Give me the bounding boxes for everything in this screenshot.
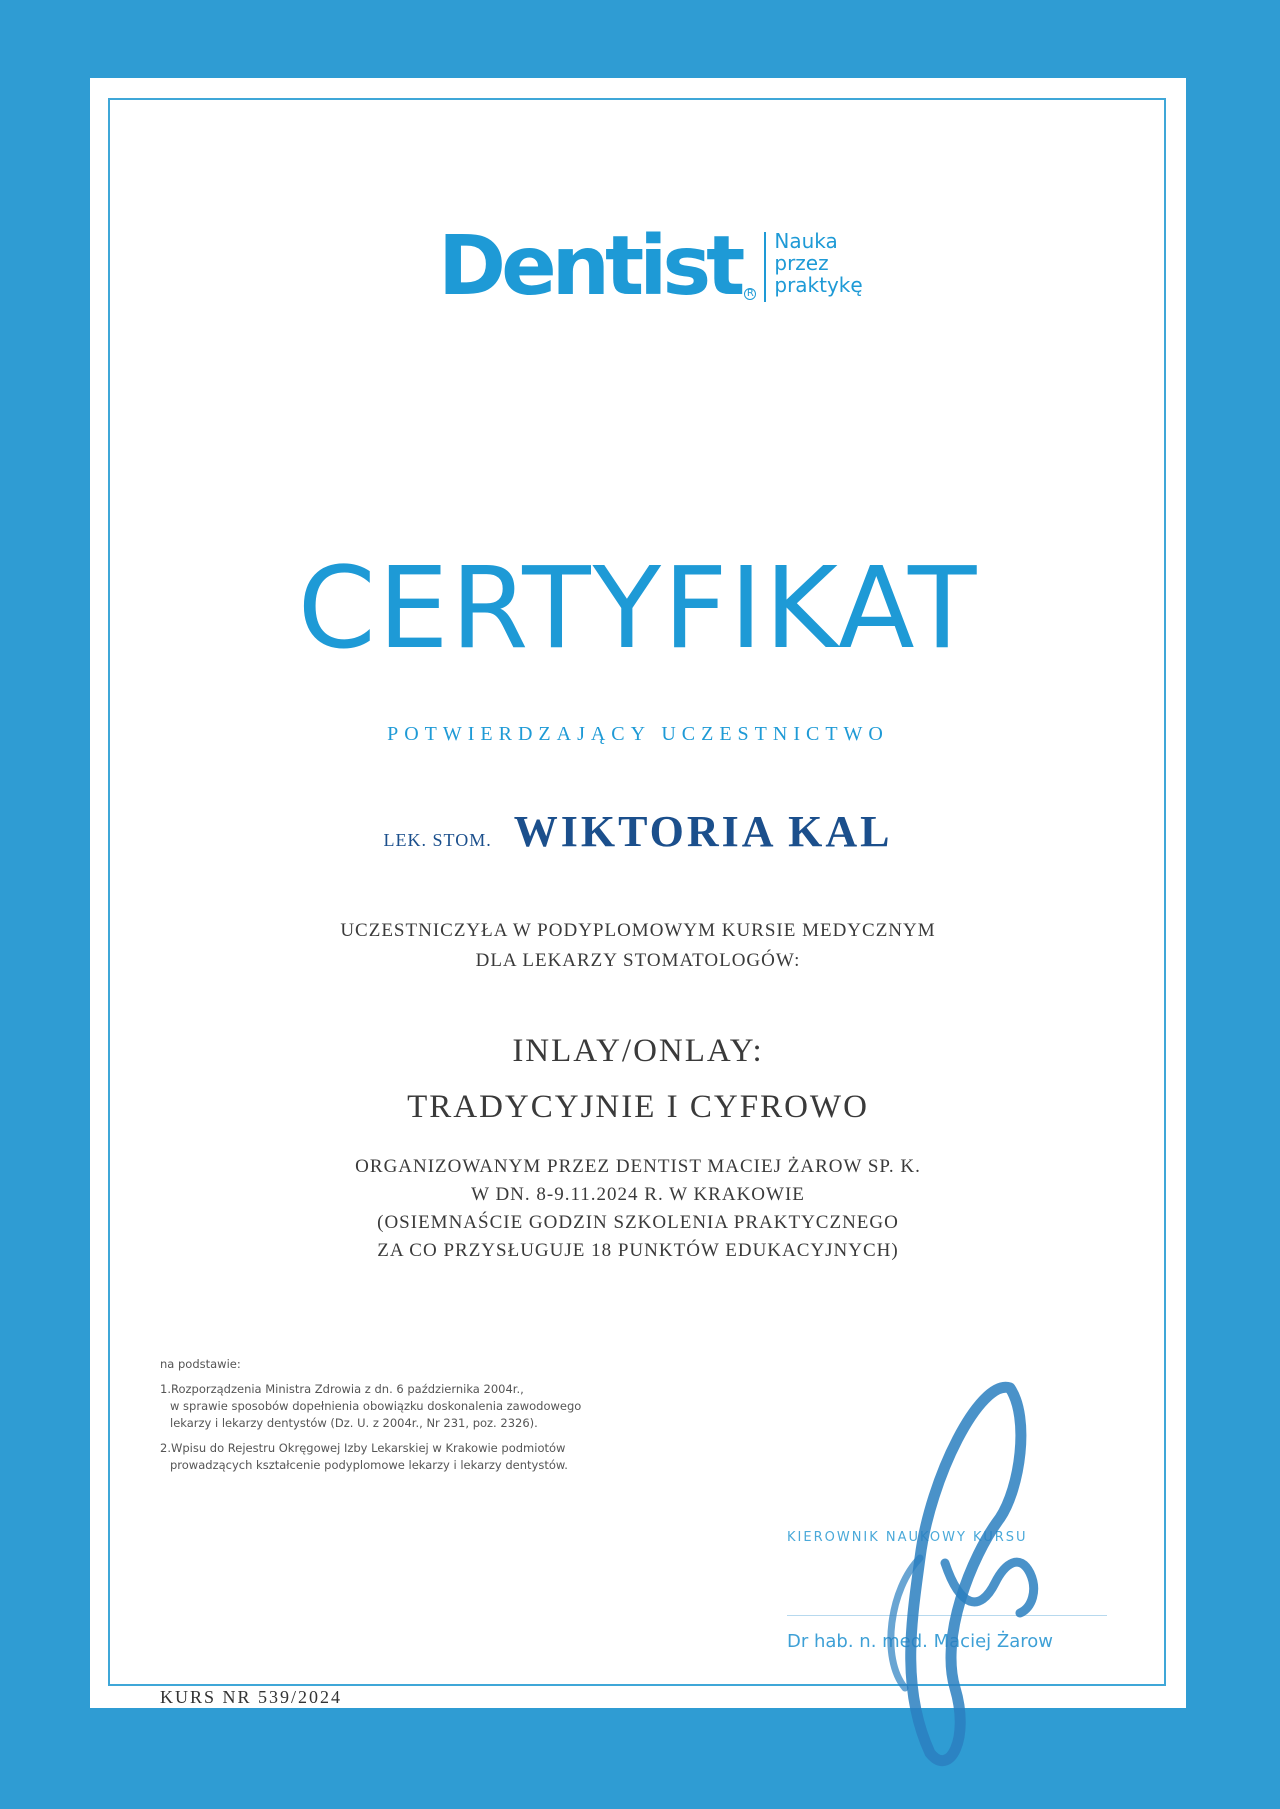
organizer-text <box>90 1153 1186 1265</box>
logo-tagline <box>774 230 862 296</box>
basis-item-2-line-2: prowadzących kształcenie podyplomowe lekarzy i lekarzy dentystów. <box>170 1458 568 1472</box>
logo-brand: Dentist <box>438 219 741 314</box>
organizer-line-2: W DN. 8-9.11.2024 R. W KRAKOWIE <box>471 1184 805 1205</box>
certificate-paper <box>90 78 1186 1708</box>
course-title-line-1: INLAY/ONLAY: <box>512 1033 764 1069</box>
basis-item-1-line-1: 1.Rozporządzenia Ministra Zdrowia z dn. 6 października 2004r., <box>160 1382 524 1396</box>
basis-item-2-line-1: 2.Wpisu do Rejestru Okręgowej Izby Lekarskiej w Krakowie podmiotów <box>160 1441 566 1455</box>
basis-item-1-line-2: w sprawie sposobów dopełnienia obowiązku doskonalenia zawodowego <box>170 1399 582 1413</box>
handwritten-signature <box>860 1358 1090 1778</box>
logo-divider <box>764 232 766 302</box>
basis-heading: na podstawie: <box>160 1357 241 1371</box>
participation-text <box>90 916 1186 976</box>
organizer-line-3: (OSIEMNAŚCIE GODZIN SZKOLENIA PRAKTYCZNEGO <box>377 1212 899 1233</box>
tagline-line-3: praktykę <box>774 273 863 297</box>
course-title <box>90 1023 1186 1135</box>
participation-line-2: DLA LEKARZY STOMATOLOGÓW: <box>475 950 801 971</box>
course-title-line-2: TRADYCYJNIE I CYFROWO <box>407 1089 869 1125</box>
recipient-line <box>90 806 1186 857</box>
supervisor-name: Dr hab. n. med. Maciej Żarow <box>787 1631 1053 1652</box>
dentist-logo <box>438 219 863 314</box>
tagline-line-2: przez <box>774 251 829 275</box>
certificate-title: CERTYFIKAT <box>297 544 979 674</box>
supervisor-label: KIEROWNIK NAUKOWY KURSU <box>787 1530 1028 1545</box>
tagline-line-1: Nauka <box>774 229 838 253</box>
basis-item-1-line-3: lekarzy i lekarzy dentystów (Dz. U. z 2004r., Nr 231, poz. 2326). <box>170 1416 538 1430</box>
participation-line-1: UCZESTNICZYŁA W PODYPLOMOWYM KURSIE MEDYCZNYM <box>340 920 936 941</box>
course-number: KURS NR 539/2024 <box>160 1687 343 1707</box>
legal-basis <box>160 1356 720 1474</box>
organizer-line-1: ORGANIZOWANYM PRZEZ DENTIST MACIEJ ŻAROW SP. K. <box>355 1156 921 1177</box>
recipient-name: WIKTORIA KAL <box>513 807 893 856</box>
organizer-line-4: ZA CO PRZYSŁUGUJE 18 PUNKTÓW EDUKACYJNYCH) <box>377 1240 899 1261</box>
registered-mark: R <box>744 288 756 300</box>
recipient-prefix: LEK. STOM. <box>383 830 492 850</box>
certificate-subtitle: POTWIERDZAJĄCY UCZESTNICTWO <box>387 723 889 745</box>
